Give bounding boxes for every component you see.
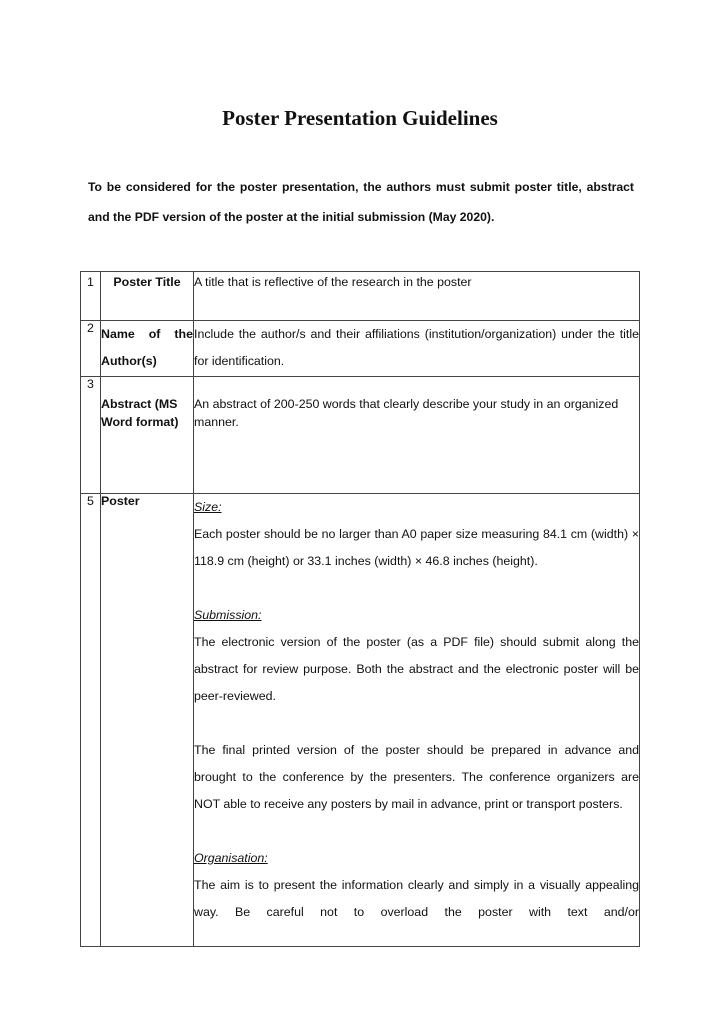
row-number: 3 [81, 377, 101, 494]
submission-text: The electronic version of the poster (as a PDF file) should submit along the abstract for review purpose. Both the abstract and the electronic poster will be peer-reviewed. [194, 635, 639, 703]
row-number: 2 [81, 321, 101, 377]
row-content [194, 494, 640, 947]
table-row [81, 494, 640, 947]
row-label: Poster [101, 494, 194, 947]
row-content: A title that is reflective of the research in the poster [194, 272, 640, 321]
table-row [81, 321, 640, 377]
size-heading: Size: [194, 500, 222, 514]
table-row [81, 377, 640, 494]
row-content: An abstract of 200-250 words that clearly describe your study in an organized manner. [194, 377, 640, 494]
submission-heading: Submission: [194, 608, 262, 622]
row-label: Name of the Author(s) [101, 321, 194, 377]
guidelines-table [80, 271, 640, 947]
printed-version-text: The final printed version of the poster should be prepared in advance and brought to the conference by the presenters. The conference organizers are NOT able to receive any posters by mail in advance, print or transport posters. [194, 743, 639, 811]
row-number: 1 [81, 272, 101, 321]
intro-paragraph: To be considered for the poster presentation, the authors must submit poster title, abstract and the PDF version of the poster at the initial submission (May 2020). [88, 180, 634, 224]
row-label: Poster Title [101, 272, 194, 321]
table-row [81, 272, 640, 321]
row-number: 5 [81, 494, 101, 947]
organisation-text: The aim is to present the information clearly and simply in a visually appealing way. Be careful not to overload the poster with text and/or [194, 878, 639, 919]
row-label: Abstract (MS Word format) [101, 377, 194, 494]
row-content: Include the author/s and their affiliations (institution/organization) under the title for identification. [194, 321, 640, 377]
organisation-heading: Organisation: [194, 851, 268, 865]
page-title: Poster Presentation Guidelines [222, 106, 498, 130]
size-text: Each poster should be no larger than A0 paper size measuring 84.1 cm (width) × 118.9 cm (height) or 33.1 inches (width) × 46.8 inches (height). [194, 527, 639, 568]
